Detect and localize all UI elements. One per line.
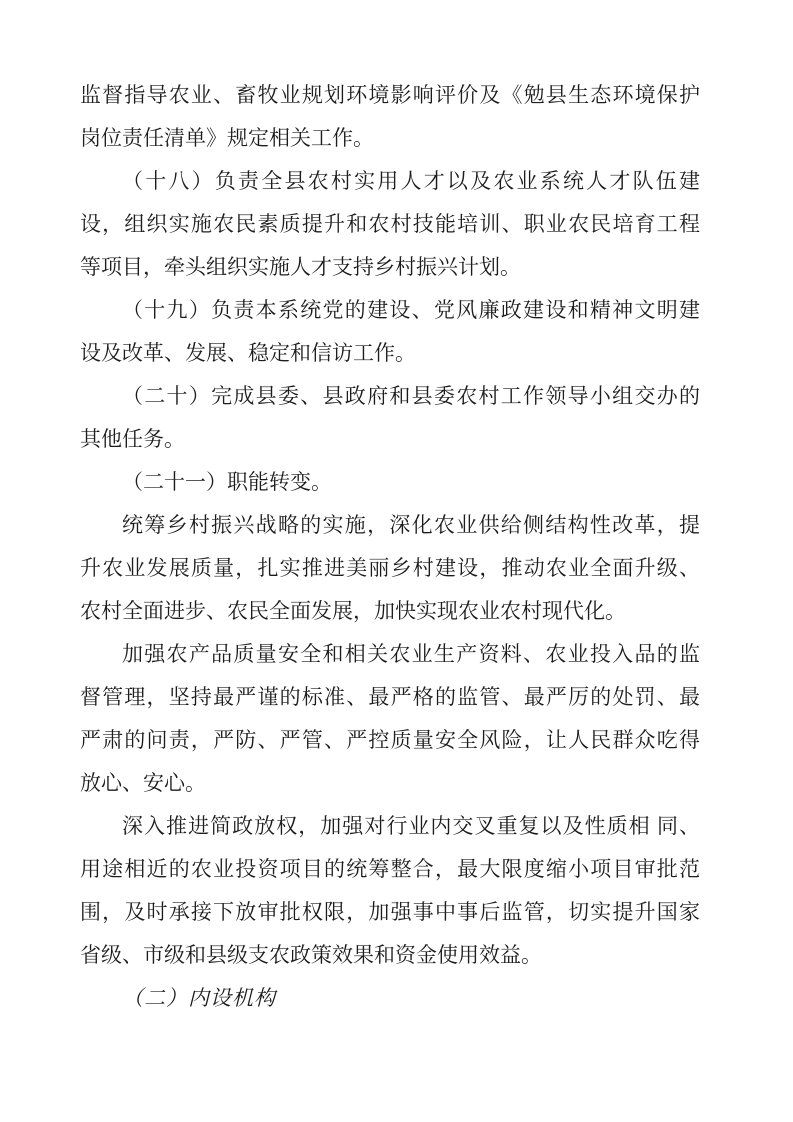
paragraph-item-21 bbox=[80, 461, 700, 504]
text-line: 设及改革、发展、稳定和信访工作。 bbox=[80, 341, 416, 365]
text-line: 督管理，坚持最严谨的标准、最严格的监管、最严厉的处罚、最 bbox=[80, 685, 700, 709]
paragraph-quality-safety bbox=[80, 633, 700, 805]
paragraph-item-20 bbox=[80, 375, 700, 461]
text-line: 加强农产品质量安全和相关农业生产资料、农业投入品的监 bbox=[122, 642, 700, 666]
text-line: 省级、市级和县级支农政策效果和资金使用效益。 bbox=[80, 943, 542, 967]
text-line: 深入推进简政放权，加强对行业内交叉重复以及性质相 同、 bbox=[122, 814, 700, 838]
paragraph-streamline-administration bbox=[80, 805, 700, 977]
text-line: 放心、安心。 bbox=[80, 771, 206, 795]
paragraph-item-19 bbox=[80, 289, 700, 375]
text-line: 严肃的问责，严防、严管、严控质量安全风险，让人民群众吃得 bbox=[80, 728, 700, 752]
text-line: 岗位责任清单》规定相关工作。 bbox=[80, 126, 374, 150]
text-line: 统筹乡村振兴战略的实施，深化农业供给侧结构性改革，提 bbox=[122, 513, 700, 537]
paragraph-rural-revitalization bbox=[80, 504, 700, 633]
text-line: 设，组织实施农民素质提升和农村技能培训、职业农民培育工程 bbox=[80, 212, 700, 236]
text-line: （二十一）职能转变。 bbox=[122, 470, 332, 494]
text-line: （二十）完成县委、县政府和县委农村工作领导小组交办的 bbox=[122, 384, 700, 408]
text-line: 监督指导农业、畜牧业规划环境影响评价及《勉县生态环境保护 bbox=[80, 83, 700, 107]
text-line: （十九）负责本系统党的建设、党风廉政建设和精神文明建 bbox=[122, 298, 700, 322]
paragraph-item-18 bbox=[80, 160, 700, 289]
section-heading-text: （二）内设机构 bbox=[122, 986, 276, 1010]
text-line: 其他任务。 bbox=[80, 427, 185, 451]
text-line: 农村全面进步、农民全面发展，加快实现农业农村现代化。 bbox=[80, 599, 626, 623]
text-line: 围，及时承接下放审批权限，加强事中事后监管，切实提升国家 bbox=[80, 900, 700, 924]
paragraph-continuation bbox=[80, 74, 700, 160]
text-line: 等项目，牵头组织实施人才支持乡村振兴计划。 bbox=[80, 255, 521, 279]
text-line: （十八）负责全县农村实用人才以及农业系统人才队伍建 bbox=[122, 169, 700, 193]
text-line: 用途相近的农业投资项目的统筹整合，最大限度缩小项目审批范 bbox=[80, 857, 700, 881]
text-line: 升农业发展质量，扎实推进美丽乡村建设，推动农业全面升级、 bbox=[80, 556, 700, 580]
section-heading-internal-organs bbox=[80, 977, 700, 1020]
